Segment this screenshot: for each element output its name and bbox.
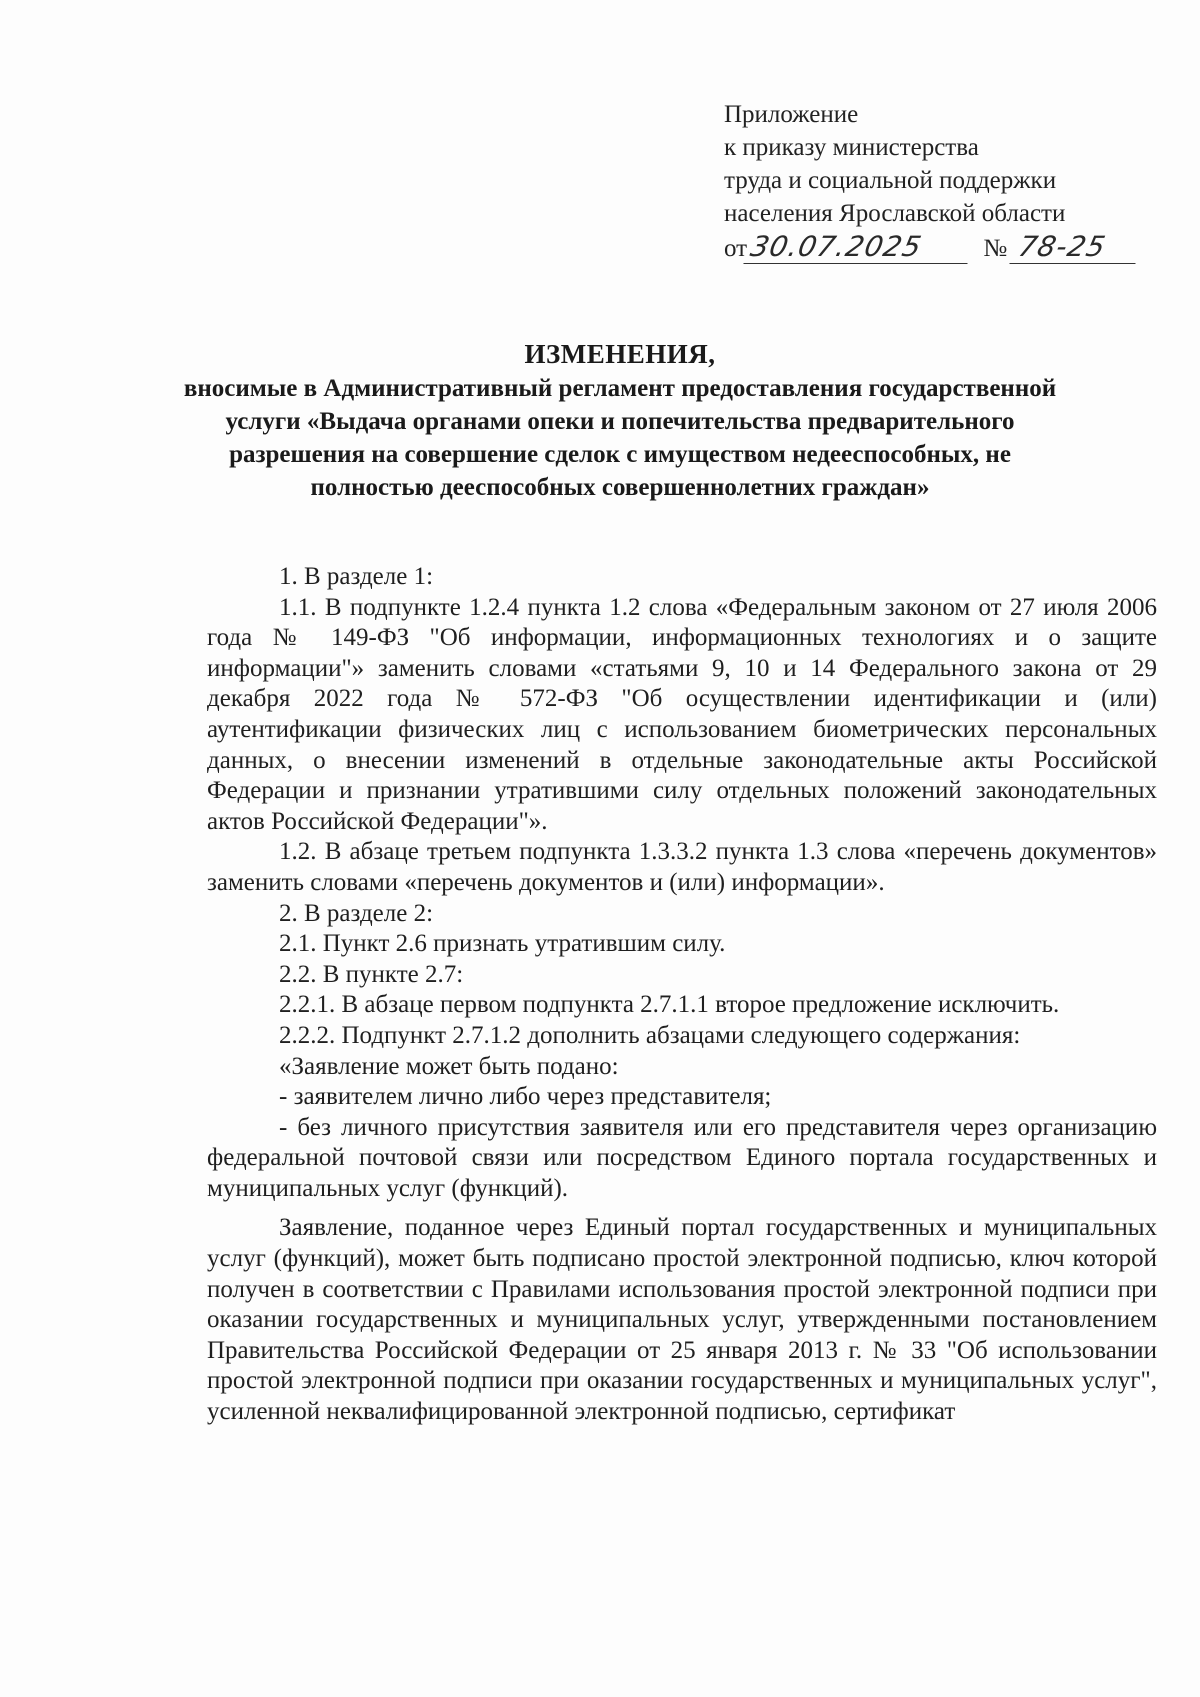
paragraph: - заявителем лично либо через представителя; [279,1083,772,1111]
paragraph: Заявление, поданное через Единый портал государственных и муниципальных услуг (функций), может быть подписано простой электронной подписью, ключ которой получен в соответствии с Правилами использования простой электронной подписи при оказании государственных и муниципальных услуг, утвержденными постановлением Правительства Российской Федерации от 25 января 2013 г. № 33 "Об использовании простой электронной подписи при оказании государственных и муниципальных услуг", усиленной неквалифицированной электронной подписью, сертификат [207,1214,1157,1426]
appendix-line: труда и социальной поддержки [724,167,1057,194]
document-title-block [180,336,1060,504]
paragraph: 2. В разделе 2: [279,899,434,927]
paragraph: 2.1. Пункт 2.6 признать утратившим силу. [279,930,726,958]
handwritten-order-date: 30.07.2025 [743,230,974,264]
order-number-label: № [983,235,1008,262]
document-title: ИЗМЕНЕНИЯ, [524,339,716,369]
paragraph: - без личного присутствия заявителя или его представителя через организацию федеральной почтовой связи или посредством Единого портала государственных и муниципальных услуг (функций). [207,1113,1157,1202]
paragraph: 2.2.1. В абзаце первом подпункта 2.7.1.1 второе предложение исключить. [279,991,1060,1019]
handwritten-order-number: 78-25 [1010,230,1143,264]
paragraph: 1.2. В абзаце третьем подпункта 1.3.3.2 пункта 1.3 слова «перечень документов» заменить словами «перечень документов и (или) информации». [207,838,1157,896]
paragraph: 2.2. В пункте 2.7: [279,960,464,988]
appendix-line: к приказу министерства [724,134,979,161]
order-from-label: от [724,235,748,262]
document-subtitle: вносимые в Административный регламент предоставления государственной услуги «Выдача органами опеки и попечительства предварительного разрешения на совершение сделок с имуществом недееспособных, не полностью дееспособных совершеннолетних граждан» [183,375,1057,501]
appendix-line: населения Ярославской области [724,200,1066,227]
paragraph: 1.1. В подпункте 1.2.4 пункта 1.2 слова «Федеральным законом от 27 июля 2006 года № 149-ФЗ "Об информации, информационных технологиях и о защите информации"» заменить словами «статьями 9, 10 и 14 Федерального закона от 29 декабря 2022 года № 572-ФЗ "Об осуществлении идентификации и (или) аутентификации физических лиц с использованием биометрических персональных данных, о внесении изменений в отдельные законодательные акты Российской Федерации и признании утратившими силу отдельных положений законодательных актов Российской Федерации"». [207,593,1157,835]
document-body [207,562,1157,1428]
paragraph: 1. В разделе 1: [279,563,434,590]
paragraph: 2.2.2. Подпункт 2.7.1.2 дополнить абзацами следующего содержания: [279,1021,1021,1049]
paragraph: «Заявление может быть подано: [279,1052,619,1080]
order-reference [724,230,1164,265]
appendix-line: Приложение [724,101,859,128]
appendix-header [724,98,1164,265]
